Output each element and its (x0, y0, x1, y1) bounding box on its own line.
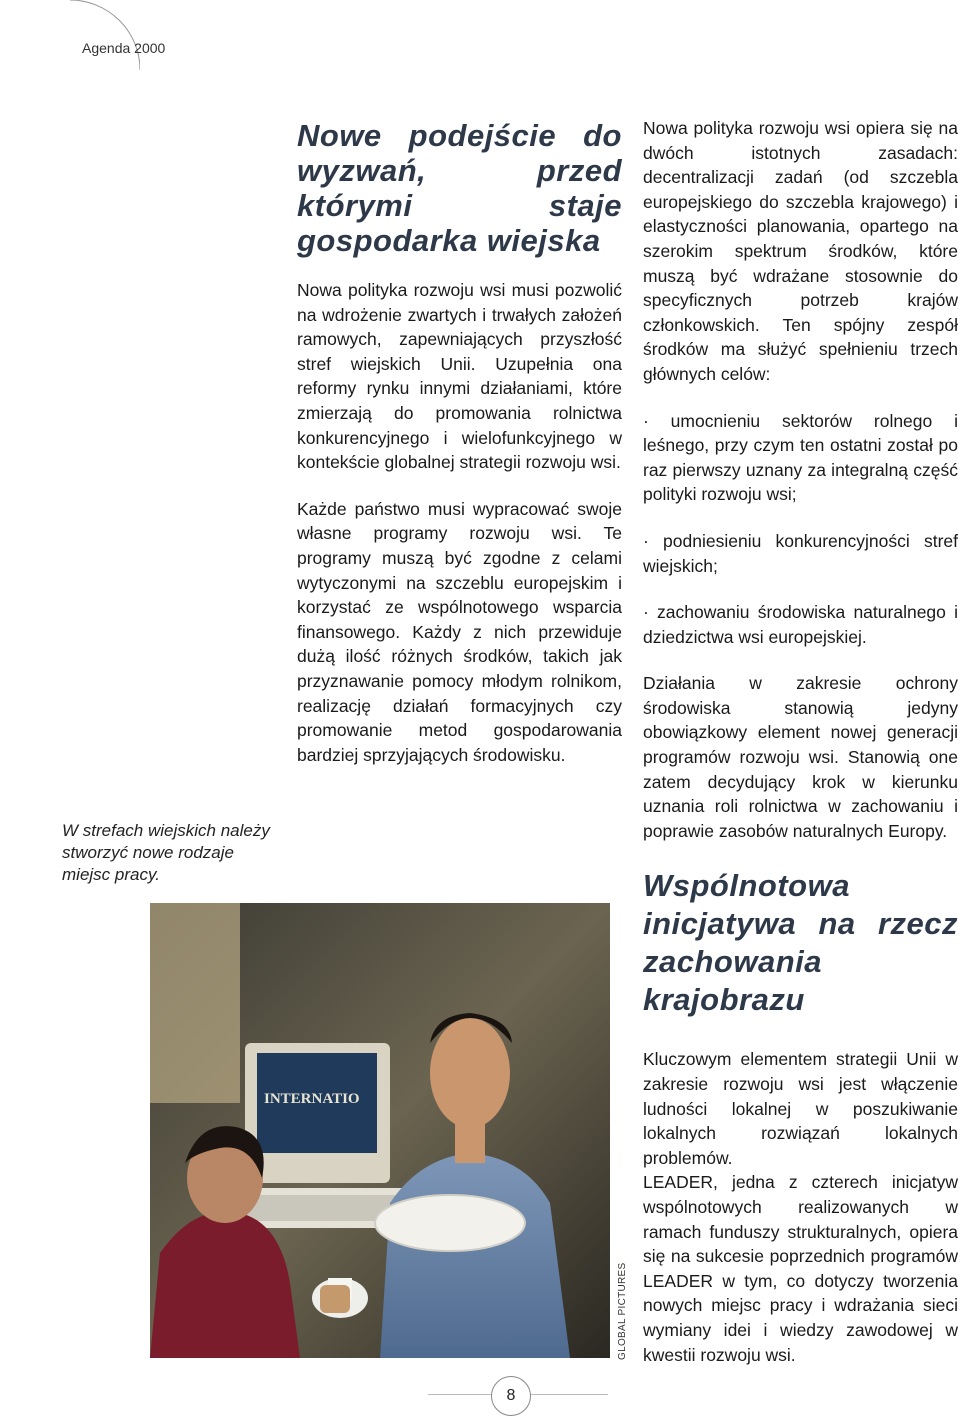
photo-illustration (150, 903, 610, 1358)
photo-credit-text: GLOBAL PICTURES (617, 1262, 628, 1360)
page-number: 8 (491, 1376, 531, 1416)
paragraph: Nowa polityka rozwoju wsi opiera się na dwóch istotnych zasadach: decentralizacji zadań (od szczebla europejskiego do szczebla krajowego) i elastyczności planowania, opartego na szerokim spektrum środków, które muszą być wdrażane stosownie do specyficznych potrzeb krajów członkowskich. Ten spójny zespół środków ma służyć spełnieniu trzech głównych celów: (643, 118, 958, 384)
paragraph: LEADER, jedna z czterech inicjatyw wspólnotowych realizowanych w ramach funduszy strukturalnych, opiera się na sukcesie poprzednich programów LEADER w tym, co dotyczy tworzenia nowych miejsc pracy i wdrażania sieci wymiany idei i wiedzy zawodowej w kwestii rozwoju wsi. (643, 1172, 958, 1365)
middle-column (297, 118, 622, 767)
monitor-text: INTERNATIO (264, 1091, 360, 1107)
paragraph: Działania w zakresie ochrony środowiska stanowią jedyny obowiązkowy element nowej generacji programów rozwoju wsi. Stanowią one zatem decydujący krok w kierunku uznania roli rolnictwa w zachowaniu i poprawie zasobów naturalnych Europy. (643, 673, 958, 841)
running-header: Agenda 2000 (82, 40, 166, 56)
photo-caption: W strefach wiejskich należy stworzyć nowe rodzaje miejsc pracy. (62, 821, 270, 884)
paragraph: Kluczowym elementem strategii Unii w zakresie rozwoju wsi jest włączenie ludności lokalnej w poszukiwanie lokalnych rozwiązań lokalnych problemów. (643, 1049, 958, 1168)
paragraph: Nowa polityka rozwoju wsi musi pozwolić na wdrożenie zwartych i trwałych założeń ramowych, zapewniających przyszłość stref wiejskich Unii. Uzupełnia ona reformy rynku innymi działaniami, które zmierzają do promowania rolnictwa konkurencyjnego i wielofunkcyjnego w kontekście globalnej strategii rozwoju wsi. (297, 280, 622, 473)
right-column (643, 116, 958, 1367)
bullet-item: · umocnieniu sektorów rolnego i leśnego, przy czym ten ostatni został po raz pierwszy uznany za integralną część polityki rozwoju wsi; (643, 410, 958, 505)
office-photo (150, 903, 610, 1358)
photo-credit (617, 1262, 629, 1360)
section-heading-new-approach: Nowe podejście do wyzwań, przed którymi staje gospodarka wiejska (297, 118, 622, 258)
section-heading-leader: Wspólnotowa inicjatywa na rzecz zachowania krajobrazu (643, 868, 958, 1018)
bullet-item: · podniesieniu konkurencyjności stref wiejskich; (643, 530, 958, 576)
paragraph: Każde państwo musi wypracować swoje własne programy rozwoju wsi. Te programy muszą być zgodne z celami wytyczonymi na szczeblu europejskim i korzystać ze wspólnotowego wsparcia finansowego. Każdy z nich przewiduje dużą ilość różnych środków, takich jak przyznawanie pomocy młodym rolnikom, realizację działań formacyjnych czy promowanie metod gospodarowania bardziej sprzyjających środowisku. (297, 498, 622, 765)
bullet-item: · zachowaniu środowiska naturalnego i dziedzictwa wsi europejskiej. (643, 602, 958, 647)
